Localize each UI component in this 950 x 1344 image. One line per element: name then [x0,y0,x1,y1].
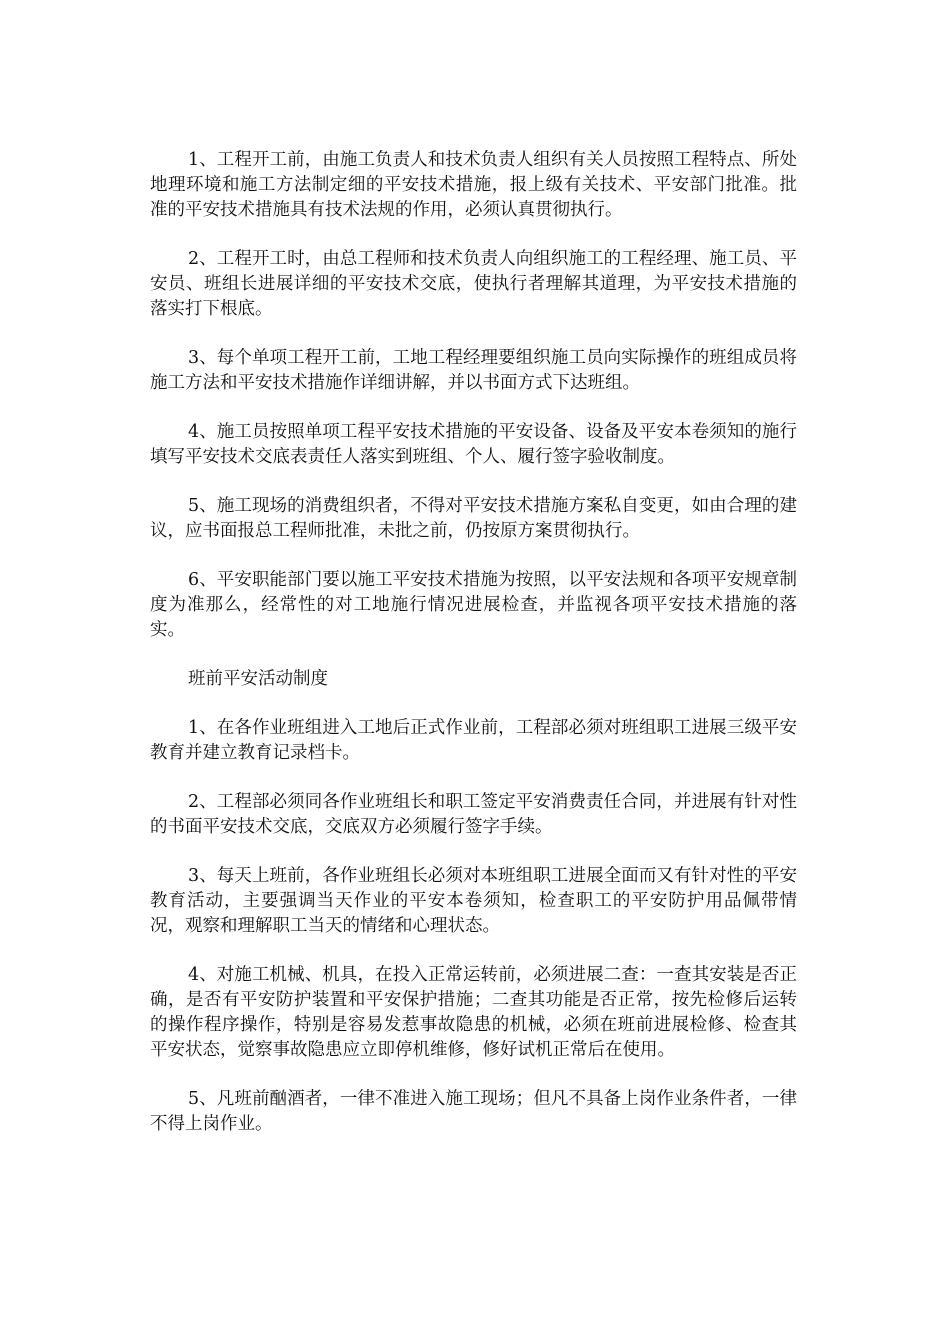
paragraph-measure-3: 3、每个单项工程开工前，工地工程经理要组织施工员向实际操作的班组成员将施工方法和平安技术措施作详细讲解，并以书面方式下达班组。 [150,348,797,393]
section-heading: 班前平安活动制度 [188,669,328,689]
document-page [150,148,797,1161]
paragraph-rule-4: 4、对施工机械、机具，在投入正常运转前，必须进展二查：一查其安装是否正确，是否有平安防护装置和平安保护措施；二查其功能是否正常，按先检修后运转的操作程序操作，特别是容易发惹事故隐患的机械，必须在班前进展检修、检查其平安状态，觉察事故隐患应立即停机维修，修好试机正常后在使用。 [150,965,797,1060]
paragraph-measure-2: 2、工程开工时，由总工程师和技术负责人向组织施工的工程经理、施工员、平安员、班组长进展详细的平安技术交底，使执行者理解其道理，为平安技术措施的落实打下根底。 [150,249,797,319]
paragraph-rule-3: 3、每天上班前，各作业班组长必须对本班组职工进展全面而又有针对性的平安教育活动，主要强调当天作业的平安本卷须知，检查职工的平安防护用品佩带情况，观察和理解职工当天的情绪和心理状态。 [150,866,797,936]
paragraph-rule-1: 1、在各作业班组进入工地后正式作业前，工程部必须对班组职工进展三级平安教育并建立教育记录档卡。 [150,718,797,763]
paragraph-rule-2: 2、工程部必须同各作业班组长和职工签定平安消费责任合同，并进展有针对性的书面平安技术交底，交底双方必须履行签字手续。 [150,792,797,837]
paragraph-measure-5: 5、施工现场的消费组织者，不得对平安技术措施方案私自变更，如由合理的建议，应书面报总工程师批准，未批之前，仍按原方案贯彻执行。 [150,496,797,541]
paragraph-measure-1: 1、工程开工前，由施工负责人和技术负责人组织有关人员按照工程特点、所处地理环境和施工方法制定细的平安技术措施，报上级有关技术、平安部门批准。批准的平安技术措施具有技术法规的作用，必须认真贯彻执行。 [150,150,797,220]
paragraph-measure-6: 6、平安职能部门要以施工平安技术措施为按照，以平安法规和各项平安规章制度为准那么，经常性的对工地施行情况进展检查，并监视各项平安技术措施的落实。 [150,570,797,640]
paragraph-rule-5: 5、凡班前酗酒者，一律不准进入施工现场；但凡不具备上岗作业条件者，一律不得上岗作业。 [150,1089,797,1134]
paragraph-measure-4: 4、施工员按照单项工程平安技术措施的平安设备、设备及平安本卷须知的施行填写平安技术交底表责任人落实到班组、个人、履行签字验收制度。 [150,422,797,467]
